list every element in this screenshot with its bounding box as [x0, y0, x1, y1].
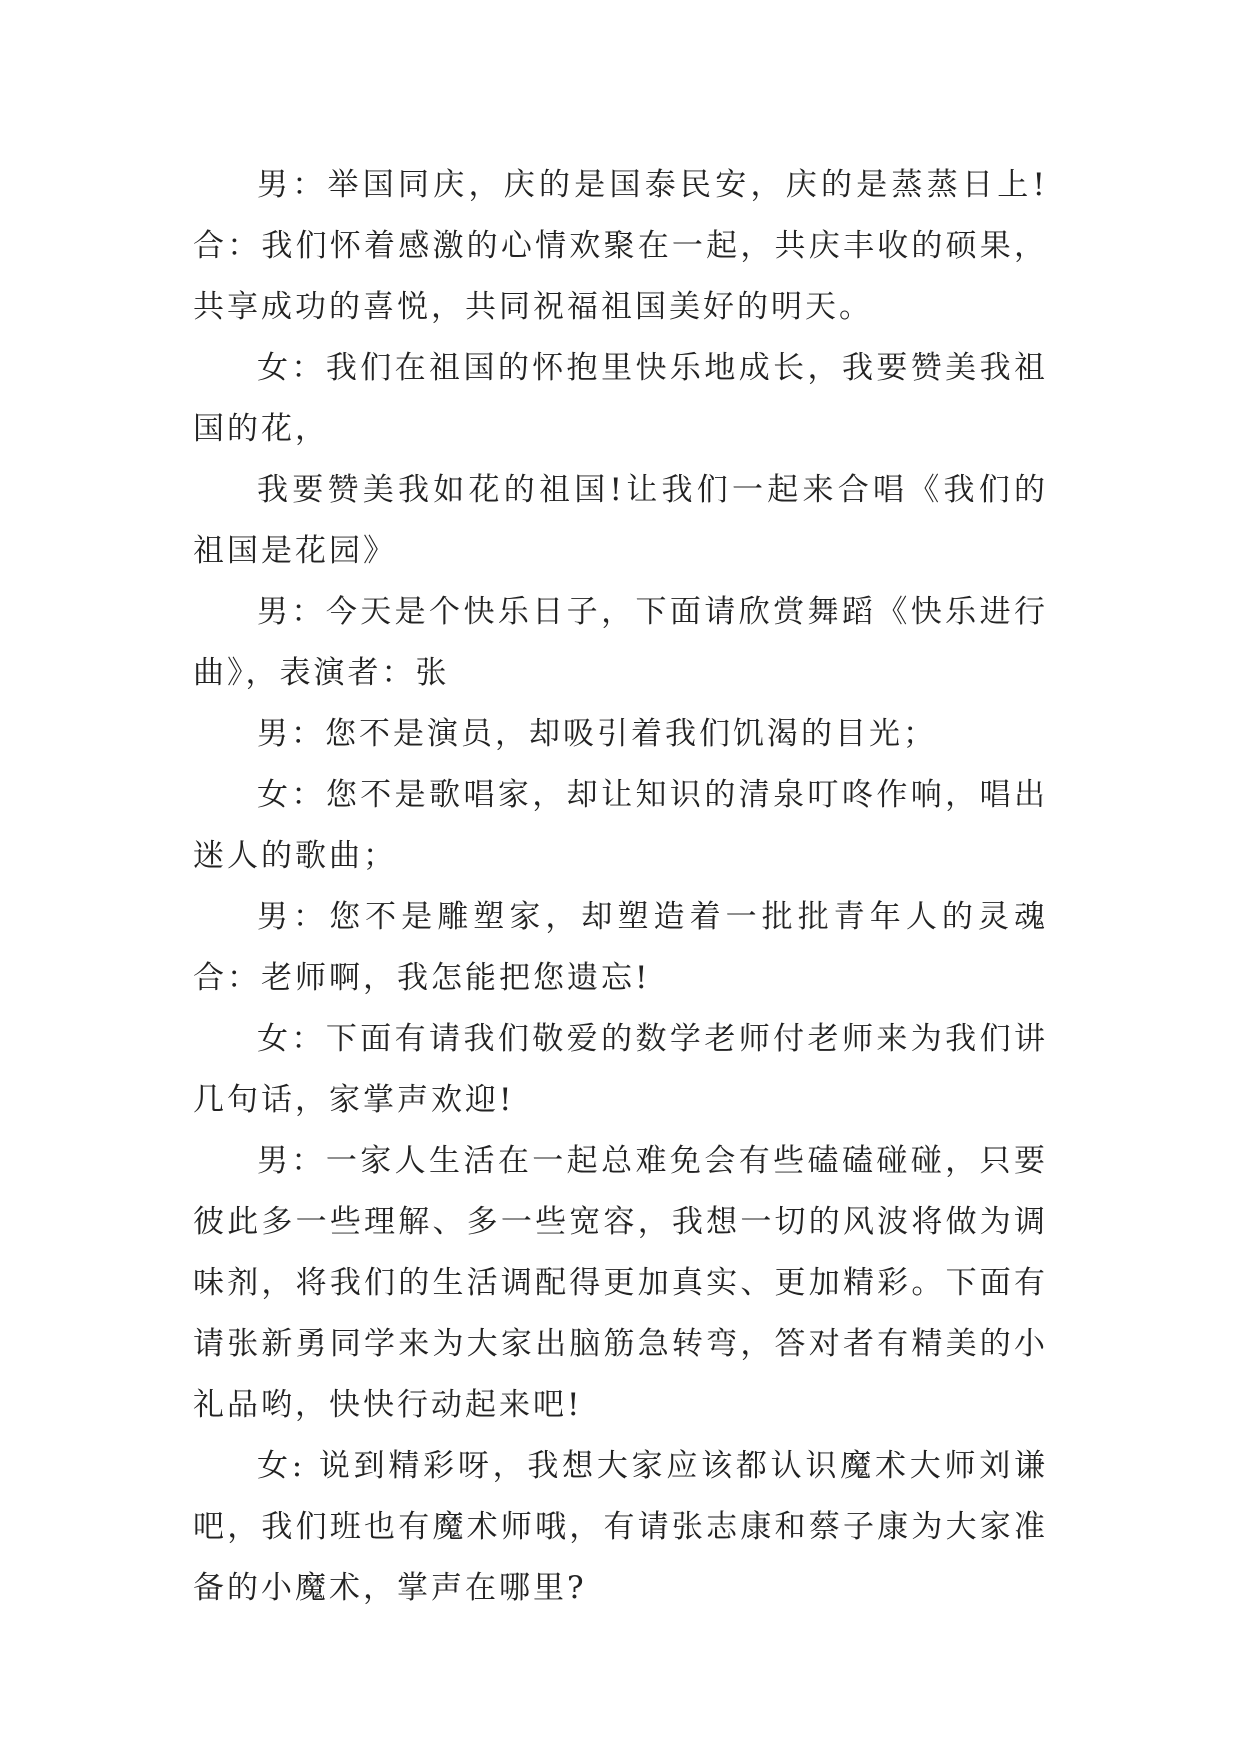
- paragraph-6: 女：您不是歌唱家，却让知识的清泉叮咚作响，唱出迷人的歌曲；: [193, 777, 1048, 874]
- paragraph-5: 男：您不是演员，却吸引着我们饥渴的目光；: [257, 716, 937, 752]
- paragraph-1: 男：举国同庆，庆的是国泰民安，庆的是蒸蒸日上!合：我们怀着感激的心情欢聚在一起，共庆丰收的硕果，共享成功的喜悦，共同祝福祖国美好的明天。: [193, 167, 1048, 325]
- paragraph-7: 男：您不是雕塑家，却塑造着一批批青年人的灵魂合：老师啊，我怎能把您遗忘!: [193, 899, 1048, 996]
- paragraph-10: 女: 说到精彩呀，我想大家应该都认识魔术大师刘谦吧，我们班也有魔术师哦，有请张志康和蔡子康为大家准备的小魔术，掌声在哪里?: [193, 1448, 1048, 1606]
- document-body: [193, 155, 1048, 1619]
- paragraph-8: 女：下面有请我们敬爱的数学老师付老师来为我们讲几句话，家掌声欢迎!: [193, 1021, 1048, 1118]
- paragraph-2: 女：我们在祖国的怀抱里快乐地成长，我要赞美我祖国的花，: [193, 350, 1048, 447]
- paragraph-3: 我要赞美我如花的祖国!让我们一起来合唱《我们的祖国是花园》: [193, 472, 1048, 569]
- paragraph-4: 男：今天是个快乐日子，下面请欣赏舞蹈《快乐进行曲》，表演者：张: [193, 594, 1048, 691]
- paragraph-9: 男：一家人生活在一起总难免会有些磕磕碰碰，只要彼此多一些理解、多一些宽容，我想一切的风波将做为调味剂，将我们的生活调配得更加真实、更加精彩。下面有请张新勇同学来为大家出脑筋急转弯，答对者有精美的小礼品哟，快快行动起来吧!: [193, 1143, 1048, 1423]
